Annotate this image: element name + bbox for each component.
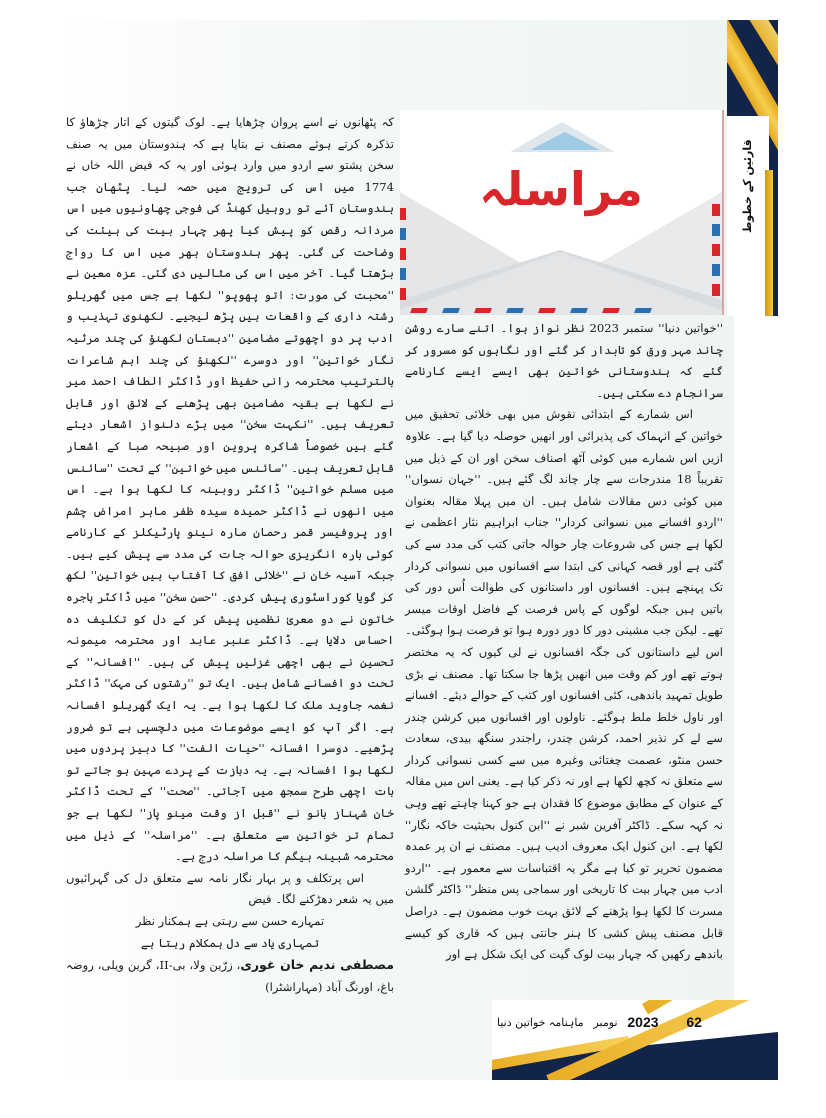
section-title: مراسلہ [479, 162, 643, 216]
magazine-name: ماہنامہ خواتین دنیا [497, 1015, 584, 1029]
author-address: ، زرّین ولا، بی-II، گرین ویلی، روضہ باغ، اورنگ آباد (مہاراشٹرا) [66, 958, 394, 994]
closing-paragraph: اس پرتکلف و پر بہار نگار نامہ سے متعلق دل کی گہرائیوں میں یہ شعر دھڑکنے لگا۔ فیض [66, 870, 394, 907]
author-name: مصطفی ندیم خان غوری [240, 957, 395, 973]
body-paragraph: ''خواتین دنیا'' ستمبر 2023 نظر نواز ہوا۔ اتنے سارے روشن چاند مہر ورق کو تابدار کر گئے اور نگاہوں کو مسرور کر گئے کہ ہندوستانی خواتین بھی ایسے ایسے کارنامے سرانجام دے سکتی ہیں۔ [405, 321, 724, 400]
gold-stripe [765, 170, 773, 316]
verse-line: تمہارے حسن سے رہتی ہے ہمکنار نظر [135, 913, 325, 928]
body-paragraph: اس شمارے کے ابتدائی نقوش میں بھی خلائی تحقیق میں خواتین کے انہماک کی پذیرائی اور انھیں حوصلہ دیا گیا ہے۔ علاوہ ازیں اس شمارے میں کوئی آٹھ اصناف سخن اور ان کے ذیل میں تقریباً 18 مندرجات سے چار چاند لگ گئے ہیں۔ ''جہان نسواں'' میں کوئی دس مقالات شامل ہیں۔ ان میں پہلا مقالہ بعنوان ''اردو افسانے میں نسوانی کردار'' جناب ابراہیم نثار اعظمی نے لکھا ہے جس کی شروعات چار حوالہ جاتی کتب کی مدد سے کی گئی ہے اور قصہ کہانی کی ابتدا سے افسانوں میں نسوانی کردار تک پہنچے ہیں۔ افسانوں اور داستانوں کی طوالت اُس دور کی باتیں ہیں جبکہ لوگوں کے پاس فرصت کے فاضل اوقات میسر تھے۔ لیکن جب مشینی دور کا دور دورہ ہوا تو فرصت ہوا ہوگئی۔ اس لیے داستانوں کی جگہ افسانوں نے لی کیوں کہ یہ مختصر ہوتے تھے اور کم وقت میں انھیں پڑھا جا سکتا تھا۔ مصنف نے بڑی طویل تمہید باندھی، کئی افسانوں اور کتب کے حوالے دیئے۔ افسانے اور ناول خلط ملط ہوگئے۔ ناولوں اور افسانوں میں کرشن چندر سے لے کر نذیر احمد، کرشن چندر، راجندر سنگھ بیدی، سعادت حسن منٹو، عصمت چغتائی وغیرہ میں سے کسی نسوانی کردار سے متعلق نہ کچھ لکھا ہے اور نہ ذکر کیا ہے۔ یعنی اس میں مقالہ کے عنوان کے مطابق موضوع کا فقدان ہے جو کہنا چاہتے تھے وہی نہ کہہ سکے۔ ڈاکٹر آفرین شبر نے ''ابن کنول بحیثیت خاکہ نگار'' لکھا ہے۔ ابن کنول ایک معروف ادیب ہیں۔ مصنف نے ان پر عمدہ مضمون تحریر تو کیا ہے مگر یہ اقتباسات سے معمور ہے۔ ''اردو ادب میں چہار بیت کا تاریخی اور سماجی پس منظر'' ڈاکٹر گلشن مسرت کا لکھا ہوا پڑھنے کے لائق بہت خوب مضمون ہے۔ دراصل قابل مصنف پیش کشی کا ہنر جانتی ہیں کہ قاری کو کیسے باندھے رکھیں کہ چہار بیت لوک گیت کی ایک شکل ہے اور [405, 407, 723, 962]
page-number: 62 [686, 1014, 702, 1030]
verse-line: تمہاری یاد سے دل ہمکلام رہتا ہے [140, 935, 320, 950]
section-label: قارئین کے خطوط [741, 139, 754, 233]
signature [66, 954, 394, 998]
page-footer [497, 1012, 702, 1032]
issue-month: نومبر [593, 1015, 618, 1029]
body-paragraph: کہ پٹھانوں نے اسے پروان چڑھایا ہے۔ لوک گیتوں کے اتار چڑھاؤ کا تذکرہ کرتے ہوئے مصنف نے بتایا ہے کہ ہندوستان میں یہ صنف سخن پشتو سے اردو میں وارد ہوئی اور یہ کہ فیض اللہ خاں نے 1774 میں اس کی ترویج میں حصہ لیا۔ پٹھان جب ہندوستان آئے تو روہیل کھنڈ کی فوجی چھاونیوں میں اس مردانہ رقص کو پیش کیا پھر چہار بیت کی ہیئت کی وضاحت کی گئی۔ پھر ہندوستان بھر میں اس کا رواج بڑھتا گیا۔ آخر میں اس کی مثالیں دی گئی۔ عزہ معین نے ''محبت کی مورت: اتو پھوپو'' لکھا ہے جس میں گھریلو رشتہ داری کے واقعات ہیں پڑھ لیجیے۔ لکھنوی تہذیب و ادب پر دو اچھوتے مضامین ''دبستان لکھنؤ کی چند مرثیہ نگار خواتین'' اور دوسرے ''لکھنؤ کی چند اہم شاعرات بالترتیب محترمہ رانی حفیظ اور ڈاکٹر الطاف احمد میر نے لکھا ہے بقیہ مضامین بھی پڑھنے کے لائق اور قابل تعریف ہیں۔ ''نکہت سخن'' میں بڑے دلنواز اشعار دیئے گئے ہیں خصوصاً شاکرہ پروین اور صبیحہ صبا کے اشعار قابل تعریف ہیں۔ ''سائنس میں خواتین'' کے تحت ''سائنس میں مسلم خواتین'' ڈاکٹر روبینہ کا لکھا ہوا ہے۔ اس میں انھوں نے ڈاکٹر حمیدہ سیدہ ظفر ماہر امراض چشم اور پروفیسر قمر رحمان مارہ نینو پارٹیکلز کے کارنامے کوئی بارہ انگریزی حوالہ جات کی مدد سے پیش کیے ہیں۔ جبکہ آسیہ خان نے ''خلائی افق کا آفتاب ہیں خواتین'' لکھ کر گویا کوراسٹوری پیش کردی۔ ''حسن سخن'' میں ڈاکٹر ہاجرہ خاتون نے دو معریٰ نظمیں پیش کر کے دل کو تکلیف دہ احساس دلایا ہے۔ ڈاکٹر عنبر عابد اور محترمہ میمونہ تحسین نے بھی اچھی غزلیں پیش کی ہیں۔ ''افسانہ'' کے تحت دو افسانے شامل ہیں۔ ایک تو ''رشتوں کی مہک'' ڈاکٹر نغمہ جاوید ملک کا لکھا ہوا ہے۔ یہ ایک گھریلو افسانہ ہے۔ اگر آپ کو ایسے موضوعات میں دلچسپی ہے تو ضرور پڑھیے۔ دوسرا افسانہ ''حیات الفت'' کا دبیز پردوں میں لکھا ہوا افسانہ ہے۔ یہ دبازت کے پردے مہین ہو جاتے تو بات اچھی طرح سمجھ میں آجاتی۔ ''صحت'' کے تحت ڈاکٹر خان شہناز بانو نے ''قبل از وقت مینو پاز'' لکھا ہے جو تمام تر خواتین سے متعلق ہے۔ ''مراسلہ'' کے ذیل میں محترمہ شبینہ بیگم کا مراسلہ درج ہے۔ [66, 115, 394, 864]
right-column [405, 318, 723, 966]
issue-year: 2023 [627, 1014, 659, 1030]
left-column [66, 112, 394, 998]
envelope-header-image [400, 110, 724, 315]
